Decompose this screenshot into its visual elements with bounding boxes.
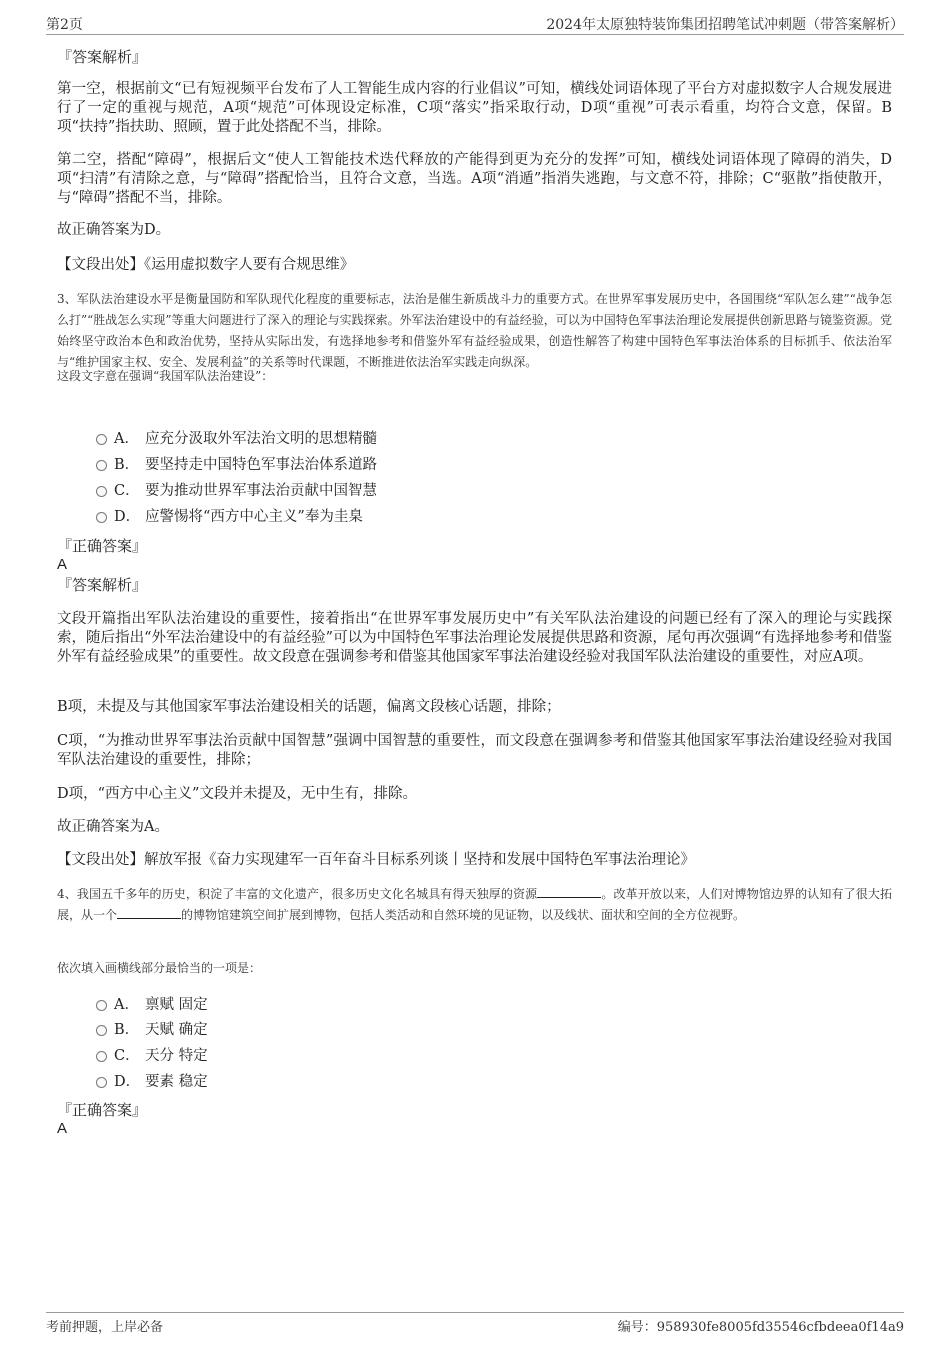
radio-button[interactable] [96,512,107,523]
q4-correct-answer: A [57,1120,68,1137]
q2-analysis-para2: 第二空，搭配“障碍”，根据后文“使人工智能技术迭代释放的产能得到更为充分的发挥”可知，横线处词语体现了障碍的消失，D项“扫清”有清除之意，与“障碍”搭配恰当，且符合文意，当选。A项“消遁”指消失逃跑，与文意不符，排除；C“驱散”指使散开，与“障碍”搭配不当，排除。 [57,152,892,206]
q2-source: 【文段出处】《运用虚拟数字人要有合规思维》 [57,257,355,273]
radio-button[interactable] [96,1051,107,1062]
q3-analysis-para3: C项，“为推动世界军事法治贡献中国智慧”强调中国智慧的重要性，而文段意在强调参考和借鉴其他国家军事法治建设经验对我国军队法治建设的重要性，排除； [57,733,892,768]
page-number: 第2页 [46,17,83,33]
radio-button[interactable] [96,460,107,471]
q3-question: 这段文字意在强调“我国军队法治建设”： [57,369,274,383]
q3-stem: 3、军队法治建设水平是衡量国防和军队现代化程度的重要标志，法治是催生新质战斗力的重要方式。在世界军事发展历史中，各国围绕“军队怎么建”“战争怎么打”“胜战怎么实现”等重大问题进行了深入的理论与实践探索。外军法治建设中的有益经验，可以为中国特色军事法治理论发展提供创新思路与镜鉴资源。党始终坚守政治本色和政治优势，坚持从实际出发，有选择地参考和借鉴外军有益经验成果，创造性解答了构建中国特色军事法治体系的目标抓手、依法治军与“维护国家主权、安全、发展利益”的关系等时代课题，不断推进依法治军实践走向纵深。 [57,292,892,369]
q3-analysis-para1: 文段开篇指出军队法治建设的重要性，接着指出“在世界军事发展历史中”有关军队法治建设的问题已经有了深入的理论与实践探索，随后指出“外军法治建设中的有益经验”可以为中国特色军事法治理论发展提供思路和资源，尾句再次强调“有选择地参考和借鉴外军有益经验成果”的重要性。故文段意在强调参考和借鉴其他国家军事法治建设经验对我国军队法治建设的重要性，对应A项。 [57,611,892,665]
radio-button[interactable] [96,1077,107,1088]
q3-source: 【文段出处】解放军报《奋力实现建军一百年奋斗目标系列谈丨坚持和发展中国特色军事法治理论》 [57,852,695,868]
q4-correct-label: 『正确答案』 [57,1101,148,1119]
document-title: 2024年太原独特装饰集团招聘笔试冲刺题（带答案解析） [546,17,904,33]
q3-analysis-para2: B项，未提及与其他国家军事法治建设相关的话题，偏离文段核心话题，排除； [57,699,561,715]
fill-blank-2 [117,907,181,919]
radio-button[interactable] [96,434,107,445]
q3-correct-label: 『正确答案』 [57,537,148,555]
q3-analysis-label: 『答案解析』 [57,576,148,594]
q4-stem: 4、我国五千多年的历史，积淀了丰富的文化遗产，很多历史文化名城具有得天独厚的资源 。改革开放以来，人们对博物馆边界的认知有了很大拓展，从一个 的博物馆建筑空间扩展到博物，包括人类活动和自然环境的见证物，以及线状、面状和空间的全方位视野。 [57,887,892,922]
document-id: 编号：958930fe8005fd35546cfbdeea0f14a9 [617,1320,904,1335]
radio-button[interactable] [96,1000,107,1011]
fill-blank-1 [537,886,601,898]
q2-analysis-para1: 第一空，根据前文“已有短视频平台发布了人工智能生成内容的行业倡议”可知，横线处词语体现了平台方对虚拟数字人合规发展进行了一定的重视与规范，A项“规范”可体现设定标准，C项“落实”指采取行动，D项“重视”可表示看重，均符合文意，保留。B项“扶持”指扶助、照顾，置于此处搭配不当，排除。 [57,81,892,135]
q4-question: 依次填入画横线部分最恰当的一项是： [57,961,262,975]
q2-analysis-label: 『答案解析』 [57,48,148,66]
q2-conclusion: 故正确答案为D。 [57,222,171,238]
q3-correct-answer: A [57,556,68,573]
page-header [46,12,904,35]
q3-conclusion: 故正确答案为A。 [57,819,169,835]
footer-slogan: 考前押题，上岸必备 [46,1320,164,1335]
q3-analysis-para4: D项，“西方中心主义”文段并未提及，无中生有，排除。 [57,786,417,802]
radio-button[interactable] [96,486,107,497]
radio-button[interactable] [96,1025,107,1036]
page-footer [46,1312,904,1337]
